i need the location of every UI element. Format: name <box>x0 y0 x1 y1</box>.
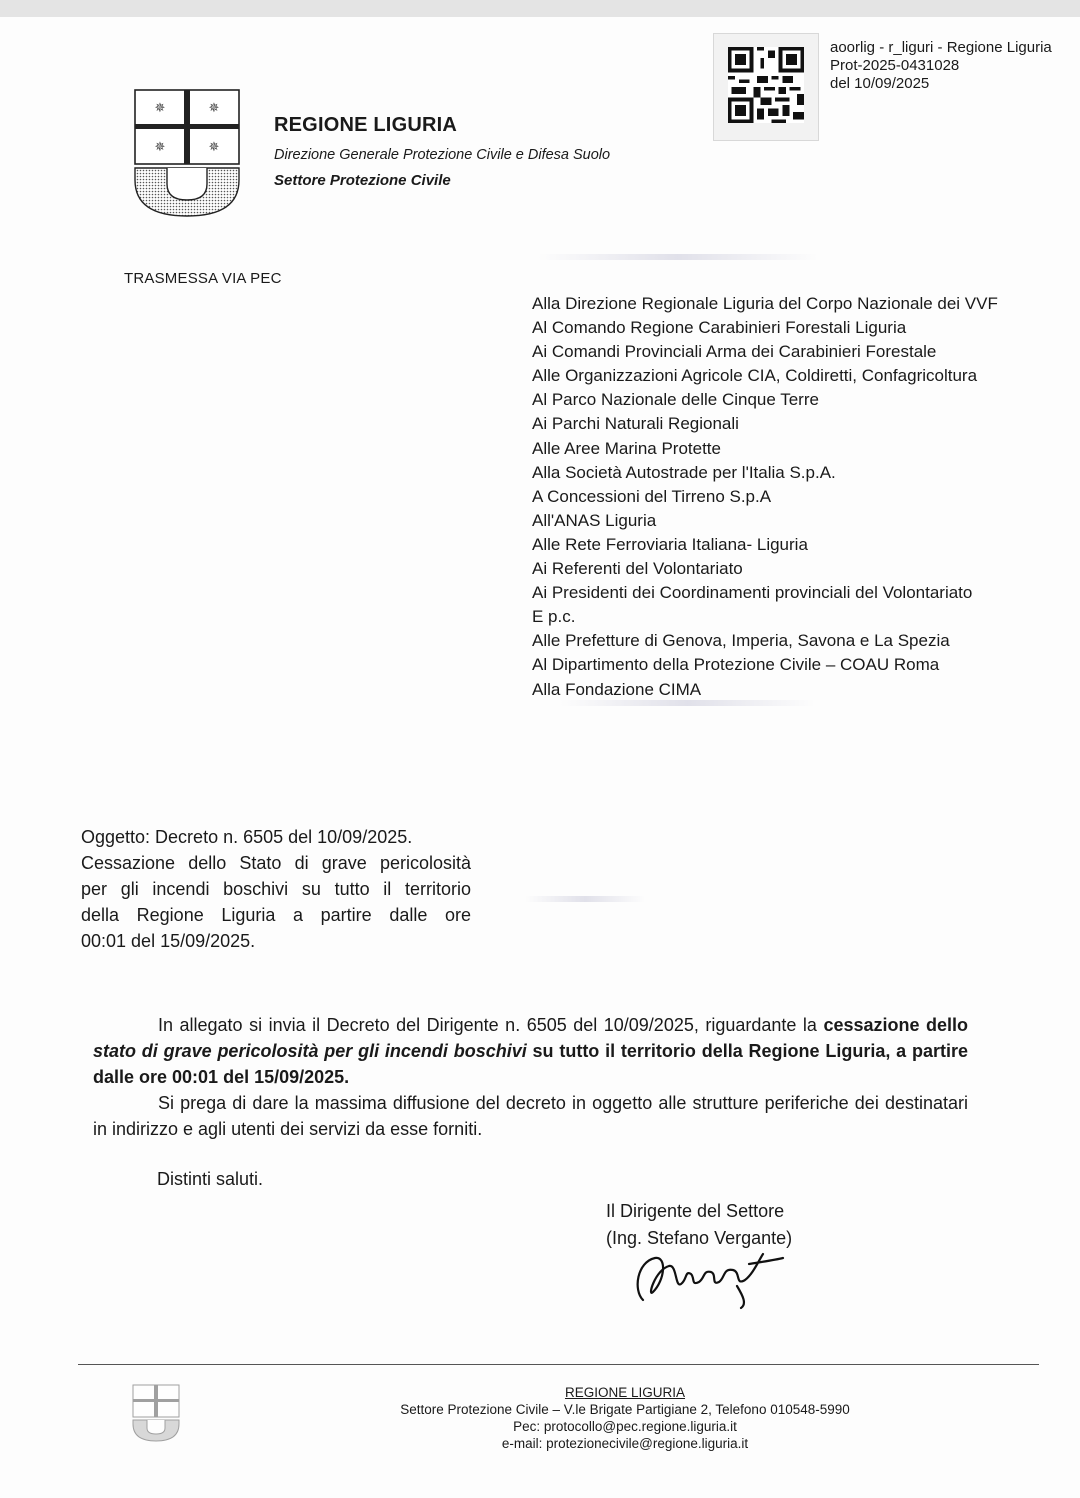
transmission-note: TRASMESSA VIA PEC <box>124 270 282 287</box>
subject-line: della Regione Liguria a partire dalle ore <box>81 905 471 925</box>
recipient-line: Alla Società Autostrade per l'Italia S.p.A. <box>532 462 836 482</box>
redaction-mark <box>525 896 645 902</box>
body-text-plain: In allegato si invia il Decreto del Dirigente n. 6505 del 10/09/2025, riguardante la <box>158 1015 824 1035</box>
recipient-line: A Concessioni del Tirreno S.p.A <box>532 486 772 506</box>
protocol-line-1: aoorlig - r_liguri - Regione Liguria <box>830 39 1052 56</box>
protocol-number: Prot-2025-0431028 <box>830 57 960 74</box>
recipient-line: Al Parco Nazionale delle Cinque Terre <box>532 390 819 410</box>
closing-greeting: Distinti saluti. <box>157 1169 264 1189</box>
body-paragraph-2: Si prega di dare la massima diffusione del decreto in oggetto alle strutture periferiche dei destinatari in indirizzo e agli utenti dei servizi da esse forniti. <box>93 1093 968 1139</box>
organization-name: REGIONE LIGURIA <box>274 114 458 136</box>
recipient-line: All'ANAS Liguria <box>532 510 657 530</box>
recipient-line: Alle Prefetture di Genova, Imperia, Savona e La Spezia <box>532 631 950 651</box>
top-bar <box>0 0 1080 17</box>
subject-block <box>81 824 471 954</box>
recipient-line: Al Comando Regione Carabinieri Forestali Liguria <box>532 318 907 338</box>
letter-body <box>93 1012 968 1142</box>
recipient-line: Al Dipartimento della Protezione Civile – COAU Roma <box>532 655 940 675</box>
body-paragraph-1 <box>93 1012 968 1090</box>
body-text-bold: su tutto il territorio della Regione Liguria, a partire dalle ore 00:01 del 15/09/2025. <box>93 1041 968 1087</box>
recipient-line: Ai Presidenti dei Coordinamenti provinciali del Volontariato <box>532 583 973 603</box>
recipient-line: Ai Parchi Naturali Regionali <box>532 414 739 434</box>
qr-code-icon <box>728 47 804 123</box>
body-text-bold-italic: stato di grave pericolosità per gli incendi boschivi <box>93 1041 527 1061</box>
subject-line: Oggetto: Decreto n. 6505 del 10/09/2025. <box>81 827 413 847</box>
subject-line: 00:01 del 15/09/2025. <box>81 931 256 951</box>
qr-code-box <box>713 33 819 141</box>
footer-crest-icon <box>132 1384 180 1442</box>
cc-label: E p.c. <box>532 607 576 627</box>
protocol-stamp <box>830 39 1052 93</box>
recipient-line: Alla Fondazione CIMA <box>532 679 702 699</box>
svg-text:✵: ✵ <box>154 140 166 155</box>
subject-line: per gli incendi boschivi su tutto il territorio <box>81 879 471 899</box>
signatory-name: (Ing. Stefano Vergante) <box>606 1228 793 1248</box>
svg-text:✵: ✵ <box>208 101 220 116</box>
svg-text:✵: ✵ <box>208 140 220 155</box>
redaction-mark <box>538 254 818 260</box>
protocol-date: del 10/09/2025 <box>830 75 930 92</box>
recipient-line: Ai Referenti del Volontariato <box>532 559 743 579</box>
recipient-line: Alle Rete Ferroviaria Italiana- Liguria <box>532 534 808 554</box>
footer-address: Settore Protezione Civile – V.le Brigate Partigiane 2, Telefono 010548-5990 <box>400 1402 850 1417</box>
footer-divider <box>78 1364 1039 1365</box>
footer-email: e-mail: protezionecivile@regione.liguria.it <box>501 1436 749 1451</box>
recipient-line: Alla Direzione Regionale Liguria del Corpo Nazionale dei VVF <box>532 294 998 313</box>
directorate-name: Direzione Generale Protezione Civile e Difesa Suolo <box>274 147 611 163</box>
recipients-list <box>532 292 998 702</box>
regione-liguria-crest-icon <box>133 88 241 218</box>
body-text-bold: cessazione dello <box>823 1015 968 1035</box>
footer-title: REGIONE LIGURIA <box>564 1385 686 1400</box>
svg-text:✵: ✵ <box>154 101 166 116</box>
handwritten-signature-icon <box>625 1240 785 1310</box>
footer-pec: Pec: protocollo@pec.regione.liguria.it <box>513 1419 737 1434</box>
recipient-line: Alle Organizzazioni Agricole CIA, Coldiretti, Confagricoltura <box>532 366 978 386</box>
recipient-line: Ai Comandi Provinciali Arma dei Carabinieri Forestale <box>532 342 937 362</box>
subject-line: Cessazione dello Stato di grave pericolosità <box>81 853 471 873</box>
signatory-role: Il Dirigente del Settore <box>606 1201 785 1221</box>
recipient-line: Alle Aree Marina Protette <box>532 438 721 458</box>
sector-name: Settore Protezione Civile <box>274 172 451 189</box>
footer-contact <box>380 1384 870 1452</box>
